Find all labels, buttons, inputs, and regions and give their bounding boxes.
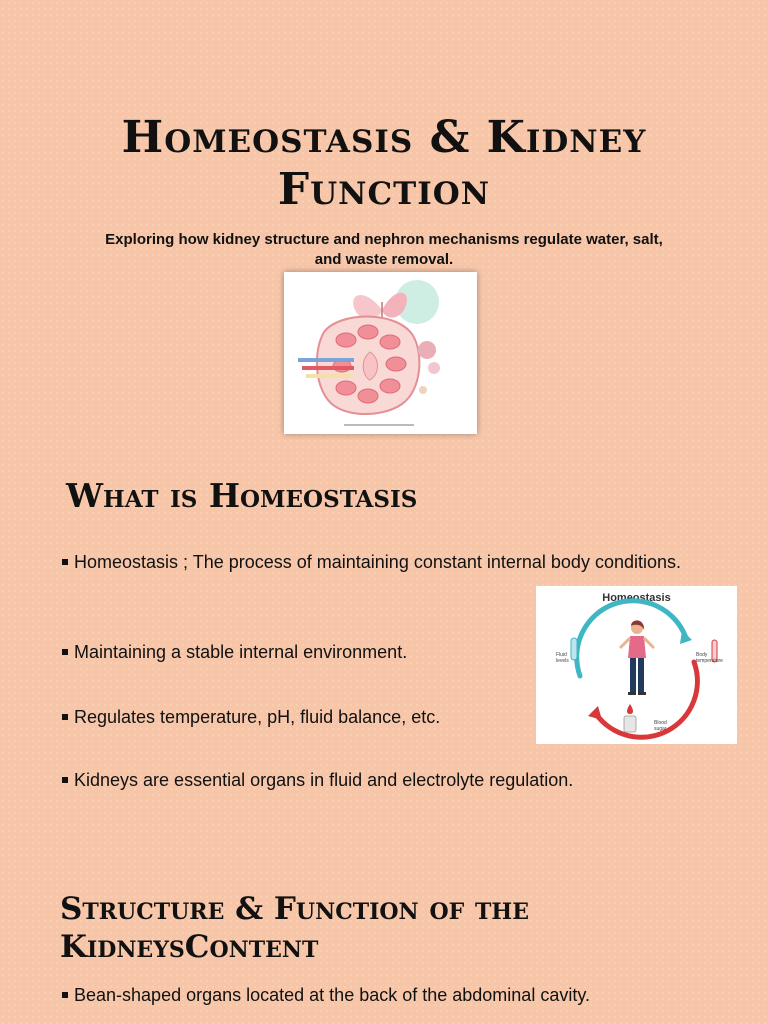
bullet-homeostasis-3: Regulates temperature, pH, fluid balance, etc. <box>60 705 534 730</box>
bullet-homeostasis-2: Maintaining a stable internal environment. <box>60 640 534 665</box>
homeostasis-figure-title: Homeostasis <box>602 592 671 604</box>
subtitle: Exploring how kidney structure and nephron mechanisms regulate water, salt, and waste removal. <box>105 231 663 268</box>
kidney-illustration <box>284 272 477 434</box>
title-line-2: Function <box>277 164 491 215</box>
bullet-homeostasis-4: Kidneys are essential organs in fluid and electrolyte regulation. <box>60 768 714 793</box>
section-heading-structure: Structure & Function of the KidneysContent <box>60 891 529 965</box>
title-line-1: Homeostasis & Kidney <box>121 112 647 163</box>
person-icon <box>620 620 654 695</box>
bullet-homeostasis-1: Homeostasis ; The process of maintaining constant internal body conditions. <box>60 550 694 575</box>
section-heading-homeostasis: What is Homeostasis <box>66 476 418 515</box>
homeostasis-figure <box>536 586 737 744</box>
body-temperature-label: Body temperature <box>696 652 723 664</box>
bullet-structure-1: Bean-shaped organs located at the back of the abdominal cavity. <box>60 983 734 1008</box>
page-title <box>0 112 768 216</box>
fluid-levels-label: Fluid levels <box>556 652 569 664</box>
blood-sugar-label: Blood sugar <box>654 720 667 732</box>
